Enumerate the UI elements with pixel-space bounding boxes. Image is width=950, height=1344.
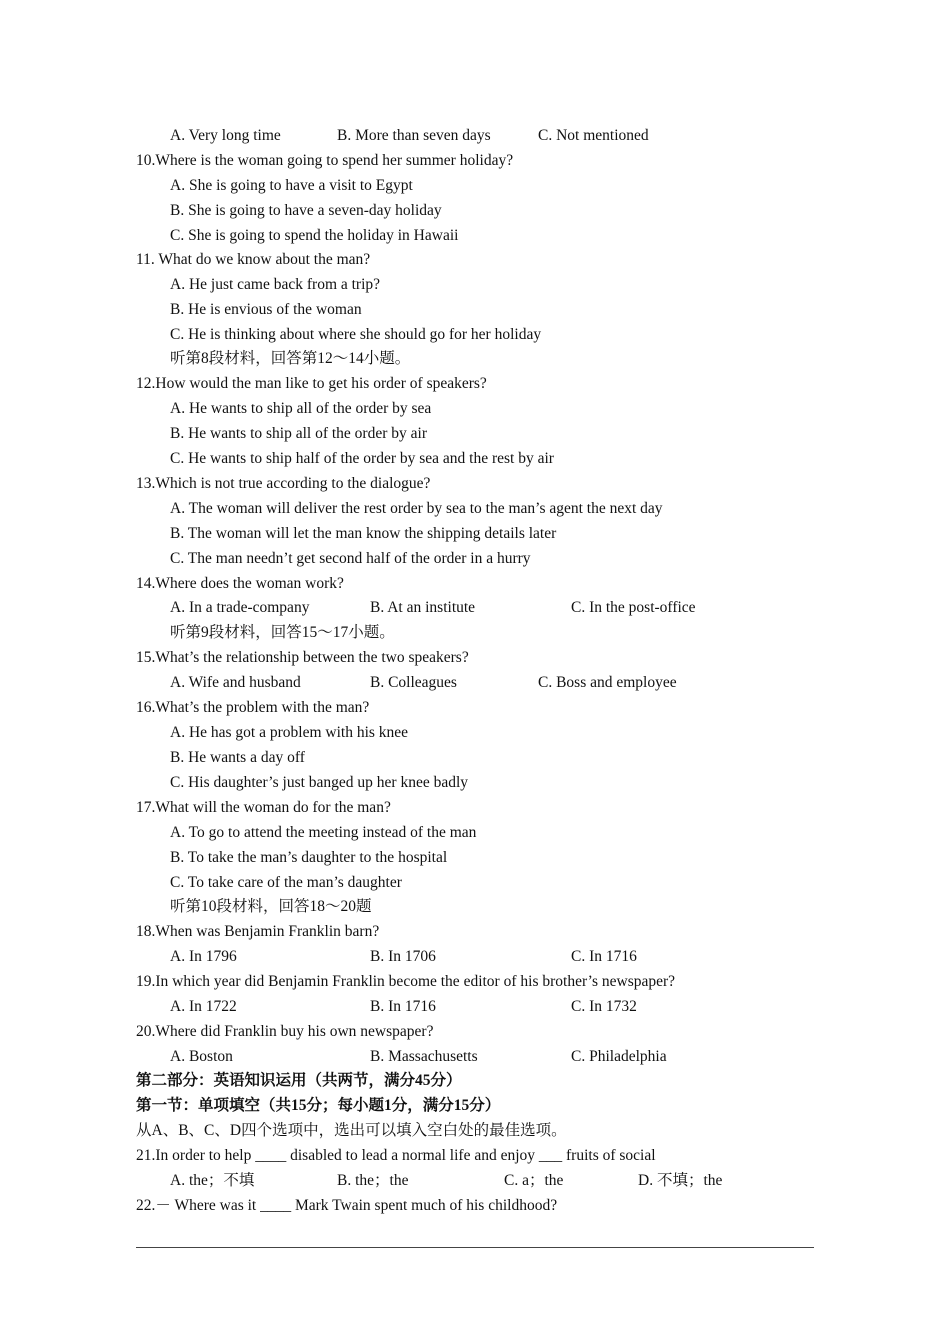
q18-option-b: B. In 1706 xyxy=(370,948,436,965)
q21-option-d: D. 不填；the xyxy=(638,1172,723,1189)
section1-instruction: 从A、B、C、D四个选项中，选出可以填入空白处的最佳选项。 xyxy=(136,1122,567,1139)
listening-instruction-8: 听第8段材料，回答第12～14小题。 xyxy=(170,350,411,367)
q20-stem: 20.Where did Franklin buy his own newspaper? xyxy=(136,1023,434,1040)
q15-option-b: B. Colleagues xyxy=(370,674,457,691)
q14-option-c: C. In the post-office xyxy=(571,599,696,616)
q18-option-a: A. In 1796 xyxy=(170,948,237,965)
section1-title: 第一节：单项填空（共15分；每小题1分，满分15分） xyxy=(136,1097,501,1114)
q13-stem: 13.Which is not true according to the dialogue? xyxy=(136,475,431,492)
q17-option-b: B. To take the man’s daughter to the hospital xyxy=(170,849,448,866)
q19-option-a: A. In 1722 xyxy=(170,998,237,1015)
q10-option-c: C. She is going to spend the holiday in Hawaii xyxy=(170,227,459,244)
listening-instruction-10: 听第10段材料，回答18～20题 xyxy=(170,898,372,915)
q10-option-b: B. She is going to have a seven-day holiday xyxy=(170,202,442,219)
q19-stem: 19.In which year did Benjamin Franklin become the editor of his brother’s newspaper? xyxy=(136,973,676,990)
q12-stem: 12.How would the man like to get his order of speakers? xyxy=(136,375,487,392)
q10-stem: 10.Where is the woman going to spend her summer holiday? xyxy=(136,152,514,169)
q20-option-a: A. Boston xyxy=(170,1048,233,1065)
q16-option-c: C. His daughter’s just banged up her knee badly xyxy=(170,774,469,791)
q18-stem: 18.When was Benjamin Franklin barn? xyxy=(136,923,380,940)
q10-option-a: A. She is going to have a visit to Egypt xyxy=(170,177,413,194)
q17-stem: 17.What will the woman do for the man? xyxy=(136,799,391,816)
footer-divider xyxy=(136,1247,814,1248)
q11-option-a: A. He just came back from a trip? xyxy=(170,276,381,293)
q13-option-c: C. The man needn’t get second half of the order in a hurry xyxy=(170,550,531,567)
q14-option-b: B. At an institute xyxy=(370,599,476,616)
q16-option-a: A. He has got a problem with his knee xyxy=(170,724,409,741)
q21-stem: 21.In order to help ____ disabled to lead a normal life and enjoy ___ fruits of social xyxy=(136,1147,656,1164)
q15-option-c: C. Boss and employee xyxy=(538,674,677,691)
q17-option-c: C. To take care of the man’s daughter xyxy=(170,874,402,891)
q12-option-b: B. He wants to ship all of the order by air xyxy=(170,425,427,442)
q11-option-c: C. He is thinking about where she should go for her holiday xyxy=(170,326,542,343)
q13-option-a: A. The woman will deliver the rest order by sea to the man’s agent the next day xyxy=(170,500,663,517)
q14-stem: 14.Where does the woman work? xyxy=(136,575,344,592)
q13-option-b: B. The woman will let the man know the shipping details later xyxy=(170,525,557,542)
q9-option-a: A. Very long time xyxy=(170,127,281,144)
q9-option-b: B. More than seven days xyxy=(337,127,491,144)
q20-option-b: B. Massachusetts xyxy=(370,1048,478,1065)
q22-stem: 22.－ Where was it ____ Mark Twain spent much of his childhood? xyxy=(136,1197,558,1214)
part2-title: 第二部分：英语知识运用（共两节，满分45分） xyxy=(136,1072,462,1089)
q21-option-c: C. a；the xyxy=(504,1172,564,1189)
q21-option-b: B. the；the xyxy=(337,1172,409,1189)
q16-stem: 16.What’s the problem with the man? xyxy=(136,699,370,716)
q17-option-a: A. To go to attend the meeting instead of the man xyxy=(170,824,477,841)
q21-option-a: A. the；不填 xyxy=(170,1172,255,1189)
q11-stem: 11. What do we know about the man? xyxy=(136,251,371,268)
q9-option-c: C. Not mentioned xyxy=(538,127,649,144)
q19-option-c: C. In 1732 xyxy=(571,998,637,1015)
q14-option-a: A. In a trade-company xyxy=(170,599,310,616)
listening-instruction-9: 听第9段材料，回答15～17小题。 xyxy=(170,624,395,641)
q11-option-b: B. He is envious of the woman xyxy=(170,301,362,318)
q16-option-b: B. He wants a day off xyxy=(170,749,305,766)
q12-option-a: A. He wants to ship all of the order by sea xyxy=(170,400,432,417)
q20-option-c: C. Philadelphia xyxy=(571,1048,667,1065)
q19-option-b: B. In 1716 xyxy=(370,998,436,1015)
q12-option-c: C. He wants to ship half of the order by sea and the rest by air xyxy=(170,450,554,467)
q15-option-a: A. Wife and husband xyxy=(170,674,301,691)
q18-option-c: C. In 1716 xyxy=(571,948,637,965)
q15-stem: 15.What’s the relationship between the two speakers? xyxy=(136,649,469,666)
